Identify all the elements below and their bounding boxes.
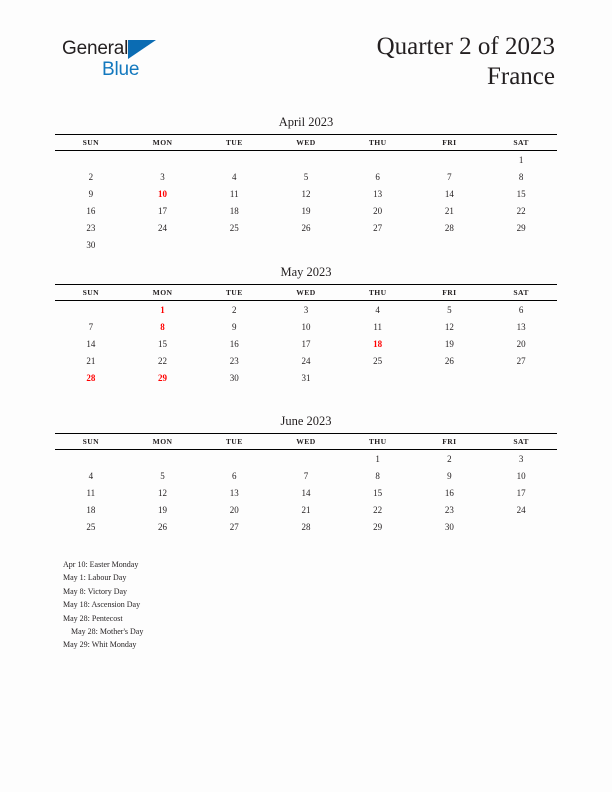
week-row: [55, 501, 557, 518]
generalblue-logo: [62, 38, 172, 84]
logo-text-blue: Blue: [102, 59, 140, 80]
day-cell[interactable]: 13: [229, 487, 239, 498]
day-cell[interactable]: 28: [444, 222, 454, 233]
month-block-may: [55, 264, 557, 386]
day-cell[interactable]: 19: [444, 338, 454, 349]
weekday-header-sun: SUN: [55, 434, 127, 450]
day-cell[interactable]: 23: [444, 504, 454, 515]
day-cell[interactable]: 25: [229, 222, 239, 233]
weekday-header-wed: WED: [270, 434, 342, 450]
day-cell[interactable]: 30: [86, 239, 96, 250]
day-cell[interactable]: 24: [158, 222, 168, 233]
month-title: May 2023: [280, 265, 332, 279]
weekday-header-sun: SUN: [55, 285, 127, 301]
day-cell[interactable]: 16: [229, 338, 239, 349]
day-cell-holiday[interactable]: 8: [160, 321, 165, 332]
day-cell[interactable]: 30: [229, 372, 239, 383]
weekday-header-thu: THU: [342, 285, 414, 301]
holiday-legend: [63, 558, 363, 652]
day-cell[interactable]: 17: [301, 338, 311, 349]
week-row: [55, 352, 557, 369]
day-cell[interactable]: 11: [373, 321, 382, 332]
day-cell[interactable]: 13: [516, 321, 526, 332]
weekday-header-fri: FRI: [414, 285, 486, 301]
day-cell[interactable]: 22: [158, 355, 168, 366]
day-cell-holiday[interactable]: 28: [86, 372, 96, 383]
day-cell[interactable]: 14: [86, 338, 96, 349]
day-cell[interactable]: 22: [373, 504, 383, 515]
day-cell[interactable]: 6: [232, 470, 237, 481]
day-cell[interactable]: 18: [86, 504, 96, 515]
weekday-header-sun: SUN: [55, 135, 127, 151]
weekday-header-sat: SAT: [485, 434, 557, 450]
week-row: [55, 301, 557, 319]
page-header: [0, 0, 612, 100]
day-cell-holiday[interactable]: 1: [160, 304, 165, 315]
day-cell[interactable]: 23: [86, 222, 96, 233]
day-cell[interactable]: 8: [375, 470, 380, 481]
day-cell[interactable]: 18: [229, 205, 239, 216]
day-cell[interactable]: 15: [373, 487, 383, 498]
week-row: [55, 151, 557, 169]
weekday-header-mon: MON: [127, 434, 199, 450]
day-cell[interactable]: 21: [86, 355, 96, 366]
day-cell[interactable]: 15: [516, 188, 526, 199]
weekday-header-row: [55, 434, 557, 450]
day-cell[interactable]: 11: [86, 487, 96, 498]
week-row: [55, 518, 557, 535]
day-cell[interactable]: 7: [447, 171, 452, 182]
legend-item: May 18: Ascension Day: [63, 600, 141, 610]
week-row: [55, 219, 557, 236]
day-cell[interactable]: 13: [373, 188, 383, 199]
month-block-june: [55, 413, 557, 535]
day-cell[interactable]: 31: [301, 372, 311, 383]
day-cell-empty: [127, 236, 199, 253]
day-cell-empty: [270, 236, 342, 253]
day-cell[interactable]: 11: [229, 188, 239, 199]
weekday-header-mon: MON: [127, 285, 199, 301]
day-cell-holiday[interactable]: 10: [158, 188, 168, 199]
weekday-header-tue: TUE: [198, 285, 270, 301]
day-cell-empty: [342, 151, 414, 169]
day-cell-empty: [270, 450, 342, 468]
day-cell[interactable]: 28: [301, 521, 311, 532]
logo-text-general: General: [62, 38, 129, 59]
day-cell[interactable]: 3: [160, 171, 165, 182]
day-cell-empty: [55, 450, 127, 468]
day-cell-empty: [414, 151, 486, 169]
day-cell[interactable]: 22: [516, 205, 526, 216]
week-row: [55, 236, 557, 253]
day-cell-empty: [414, 369, 486, 386]
day-cell-empty: [485, 518, 557, 535]
day-cell[interactable]: 1: [518, 154, 524, 165]
day-cell[interactable]: 20: [516, 338, 526, 349]
day-cell[interactable]: 27: [373, 222, 383, 233]
day-cell[interactable]: 17: [158, 205, 168, 216]
country-title: France: [486, 63, 555, 90]
week-row: [55, 484, 557, 501]
weekday-header-sat: SAT: [485, 285, 557, 301]
weekday-header-mon: MON: [127, 135, 199, 151]
day-cell[interactable]: 12: [158, 487, 168, 498]
legend-item: May 28: Pentecost: [63, 613, 123, 623]
day-cell[interactable]: 5: [160, 470, 165, 481]
weekday-header-thu: THU: [342, 135, 414, 151]
day-cell[interactable]: 24: [301, 355, 311, 366]
calendar-grid: [55, 134, 557, 253]
day-cell-empty: [127, 151, 199, 169]
day-cell[interactable]: 17: [516, 487, 526, 498]
calendar-grid: [55, 284, 557, 386]
week-row: [55, 369, 557, 386]
month-title: April 2023: [278, 115, 334, 129]
day-cell[interactable]: 4: [88, 470, 94, 481]
day-cell[interactable]: 9: [447, 470, 452, 481]
day-cell[interactable]: 12: [444, 321, 454, 332]
day-cell[interactable]: 24: [516, 504, 526, 515]
day-cell[interactable]: 15: [158, 338, 168, 349]
day-cell[interactable]: 5: [303, 171, 309, 182]
day-cell-empty: [198, 236, 270, 253]
day-cell[interactable]: 20: [229, 504, 239, 515]
day-cell[interactable]: 10: [516, 470, 526, 481]
day-cell[interactable]: 2: [232, 304, 237, 315]
day-cell[interactable]: 29: [516, 222, 526, 233]
quarter-title: Quarter 2 of 2023: [376, 33, 555, 60]
day-cell-empty: [485, 369, 557, 386]
day-cell[interactable]: 14: [301, 487, 311, 498]
weekday-header-tue: TUE: [198, 434, 270, 450]
day-cell[interactable]: 25: [86, 521, 96, 532]
day-cell[interactable]: 8: [518, 171, 524, 182]
day-cell[interactable]: 2: [447, 453, 452, 464]
day-cell[interactable]: 27: [229, 521, 239, 532]
day-cell[interactable]: 5: [447, 304, 452, 315]
month-block-april: [55, 114, 557, 253]
week-row: [55, 202, 557, 219]
week-row: [55, 450, 557, 468]
day-cell-empty: [414, 236, 486, 253]
day-cell[interactable]: 6: [518, 304, 524, 315]
legend-item: Apr 10: Easter Monday: [63, 560, 139, 569]
day-cell-empty: [55, 151, 127, 169]
day-cell[interactable]: 3: [303, 304, 309, 315]
week-row: [55, 318, 557, 335]
day-cell-empty: [198, 450, 270, 468]
day-cell-empty: [342, 236, 414, 253]
day-cell[interactable]: 30: [444, 521, 454, 532]
day-cell-empty: [55, 301, 127, 319]
day-cell-empty: [342, 369, 414, 386]
legend-item: May 29: Whit Monday: [63, 640, 137, 650]
day-cell[interactable]: 25: [373, 355, 383, 366]
week-row: [55, 467, 557, 484]
legend-item: May 28: Mother's Day: [71, 627, 144, 637]
day-cell[interactable]: 16: [86, 205, 96, 216]
day-cell[interactable]: 7: [88, 321, 94, 332]
day-cell[interactable]: 10: [301, 321, 311, 332]
day-cell[interactable]: 14: [444, 188, 454, 199]
week-row: [55, 335, 557, 352]
day-cell-empty: [270, 151, 342, 169]
day-cell[interactable]: 9: [232, 321, 237, 332]
week-row: [55, 185, 557, 202]
legend-item: May 1: Labour Day: [63, 573, 127, 583]
week-row: [55, 168, 557, 185]
day-cell[interactable]: 4: [375, 304, 380, 315]
day-cell-holiday[interactable]: 18: [373, 338, 383, 349]
weekday-header-wed: WED: [270, 135, 342, 151]
day-cell[interactable]: 21: [444, 205, 454, 216]
day-cell[interactable]: 6: [375, 171, 380, 182]
day-cell[interactable]: 21: [301, 504, 311, 515]
triangle-icon: [128, 40, 156, 59]
legend-item: May 8: Victory Day: [63, 586, 128, 596]
weekday-header-wed: WED: [270, 285, 342, 301]
weekday-header-row: [55, 285, 557, 301]
day-cell[interactable]: 29: [373, 521, 383, 532]
weekday-header-tue: TUE: [198, 135, 270, 151]
day-cell[interactable]: 7: [303, 470, 309, 481]
weekday-header-fri: FRI: [414, 135, 486, 151]
day-cell[interactable]: 4: [232, 171, 237, 182]
month-title: June 2023: [280, 414, 332, 428]
day-cell-empty: [198, 151, 270, 169]
day-cell[interactable]: 9: [88, 188, 94, 199]
day-cell[interactable]: 26: [158, 521, 168, 532]
day-cell[interactable]: 1: [375, 453, 380, 464]
day-cell[interactable]: 19: [301, 205, 311, 216]
day-cell[interactable]: 16: [444, 487, 454, 498]
day-cell[interactable]: 19: [158, 504, 168, 515]
page-title: [377, 32, 555, 92]
day-cell[interactable]: 3: [518, 453, 524, 464]
day-cell-empty: [127, 450, 199, 468]
weekday-header-thu: THU: [342, 434, 414, 450]
weekday-header-sat: SAT: [485, 135, 557, 151]
day-cell[interactable]: 27: [516, 355, 526, 366]
day-cell-holiday[interactable]: 29: [158, 372, 168, 383]
weekday-header-row: [55, 135, 557, 151]
day-cell[interactable]: 20: [373, 205, 383, 216]
calendar-grid: [55, 433, 557, 535]
day-cell[interactable]: 23: [229, 355, 239, 366]
day-cell[interactable]: 12: [301, 188, 311, 199]
weekday-header-fri: FRI: [414, 434, 486, 450]
day-cell-empty: [485, 236, 557, 253]
day-cell[interactable]: 26: [444, 355, 454, 366]
day-cell[interactable]: 26: [301, 222, 311, 233]
day-cell[interactable]: 2: [88, 171, 94, 182]
